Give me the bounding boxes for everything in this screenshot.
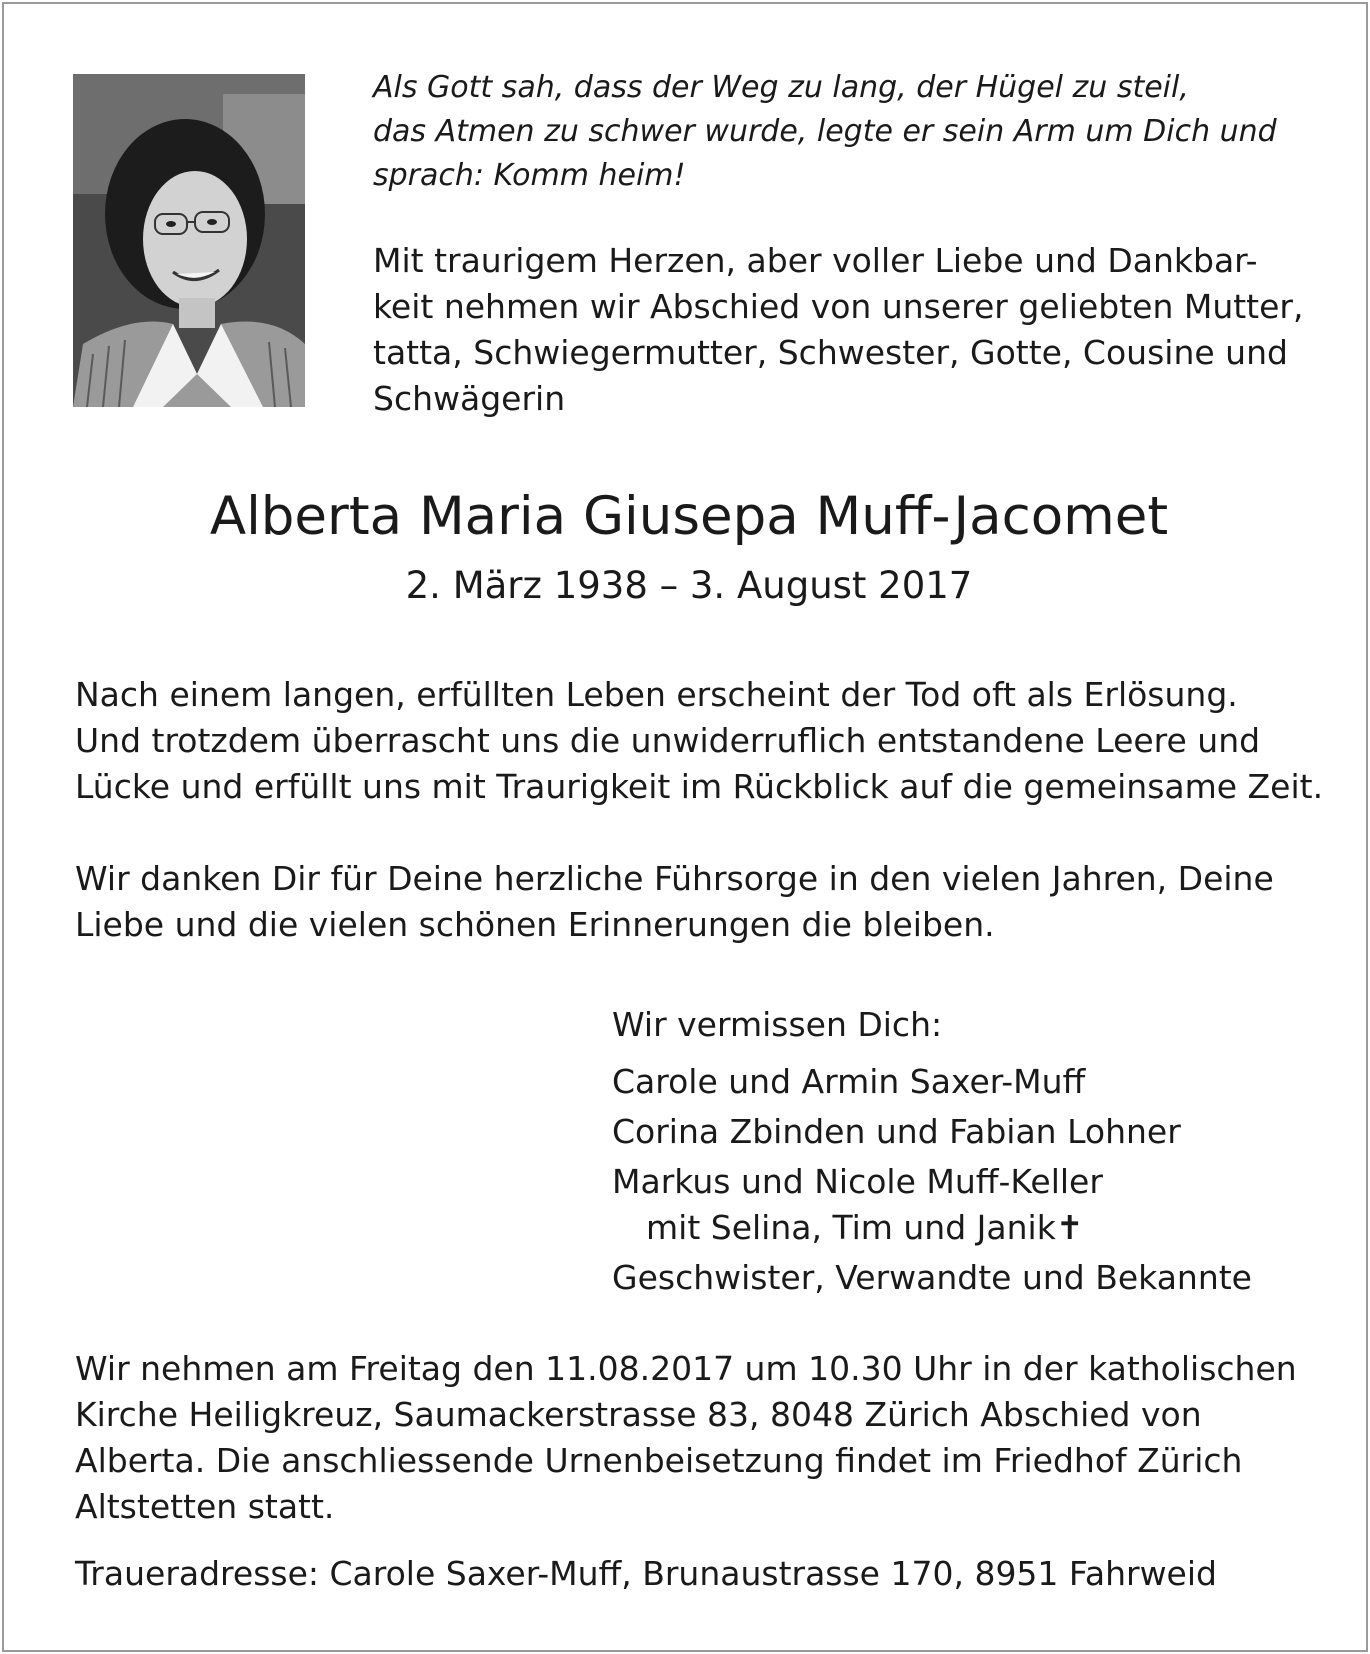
cross-icon: ✝ bbox=[1055, 1208, 1084, 1247]
mourner-line-children bbox=[612, 1205, 1252, 1251]
memorial-poem: Als Gott sah, dass der Weg zu lang, der Hügel zu steil, das Atmen zu schwer wurde, legte er sein Arm um Dich und sprach: Komm heim! bbox=[373, 70, 1277, 193]
ceremony-info: Wir nehmen am Freitag den 11.08.2017 um 10.30 Uhr in der katholischen Kirche Heiligkreuz, Saumackerstrasse 83, 8048 Zürich Abschied von Alberta. Die anschliessende Urnenbeisetzung findet im Friedhof Zürich Altstetten statt. bbox=[75, 1349, 1297, 1526]
paragraph-reflection: Nach einem langen, erfüllten Leben erscheint der Tod oft als Erlösung. Und trotzdem überrascht uns die unwiderruflich entstandene Leere und Lücke und erfüllt uns mit Traurigkeit im Rückblick auf die gemeinsame Zeit. bbox=[75, 675, 1324, 806]
mourner-line: Carole und Armin Saxer-Muff bbox=[612, 1062, 1086, 1101]
mourners-list bbox=[612, 1059, 1252, 1305]
obituary-frame bbox=[2, 2, 1368, 1652]
mourner-line: Corina Zbinden und Fabian Lohner bbox=[612, 1112, 1181, 1151]
children-names: mit Selina, Tim und Janik bbox=[646, 1208, 1056, 1247]
mourning-address: Traueradresse: Carole Saxer-Muff, Brunaustrasse 170, 8951 Fahrweid bbox=[75, 1554, 1217, 1593]
paragraph-thanks: Wir danken Dir für Deine herzliche Führsorge in den vielen Jahren, Deine Liebe und die vielen schönen Erinnerungen die bleiben. bbox=[75, 859, 1274, 944]
portrait-photo bbox=[73, 74, 305, 407]
mourners-heading: Wir vermissen Dich: bbox=[612, 1005, 943, 1044]
life-dates: 2. März 1938 – 3. August 2017 bbox=[405, 564, 973, 607]
mourner-line: Markus und Nicole Muff-Keller bbox=[612, 1162, 1103, 1201]
portrait-illustration bbox=[73, 74, 305, 407]
mourner-line: Geschwister, Verwandte und Bekannte bbox=[612, 1258, 1252, 1297]
deceased-name: Alberta Maria Giusepa Muff-Jacomet bbox=[209, 486, 1169, 547]
farewell-intro: Mit traurigem Herzen, aber voller Liebe und Dankbar- keit nehmen wir Abschied von unserer geliebten Mutter, tatta, Schwiegermutter, Schwester, Gotte, Cousine und Schwägerin bbox=[373, 241, 1304, 418]
